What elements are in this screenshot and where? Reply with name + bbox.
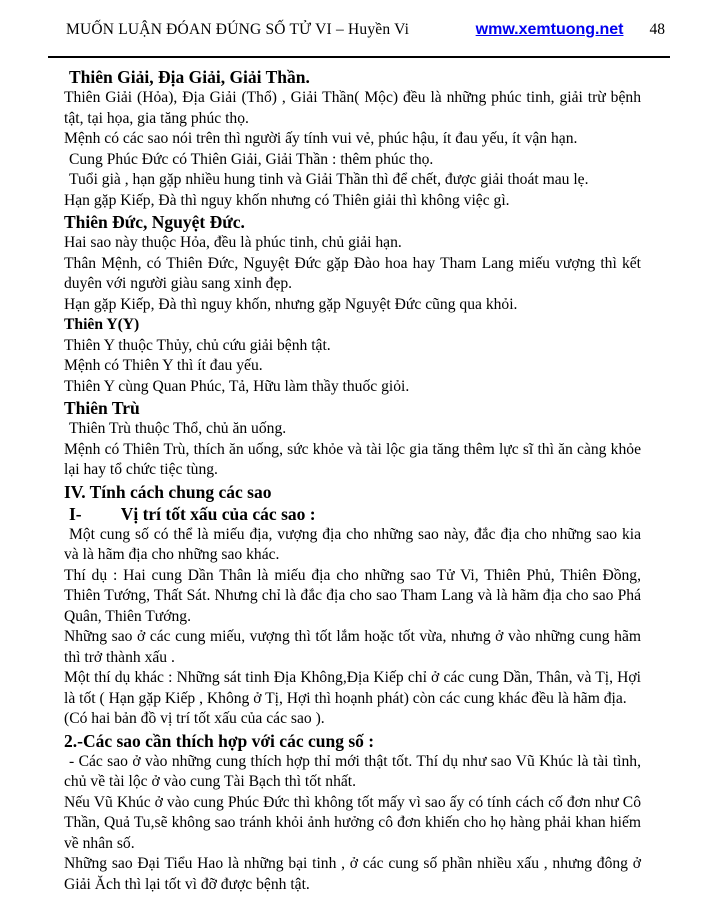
paragraph: Thiên Y thuộc Thủy, chủ cứu giải bệnh tật. (64, 336, 331, 354)
document-body (0, 58, 705, 895)
paragraph: Thiên Giải (Hỏa), Địa Giải (Thổ) , Giải Thần( Mộc) đều là những phúc tinh, giải trừ bệnh tật, tại họa, gia tăng phúc thọ. (64, 89, 641, 127)
paragraph: Mệnh có các sao nói trên thì người ấy tính vui vẻ, phúc hậu, ít đau yếu, ít vận hạn. (64, 130, 578, 147)
section-heading: Thiên Đức, Nguyệt Đức. (64, 212, 245, 232)
website-link[interactable]: wmw.xemtuong.net (475, 21, 624, 38)
paragraph: Mệnh có Thiên Trù, thích ăn uống, sức khỏe và tài lộc gia tăng thêm lực sĩ thì ăn càng khỏe lại hay tổ chức tiệc tùng. (64, 440, 641, 478)
paragraph: - Các sao ở vào những cung thích hợp thỉ mới thật tốt. Thí dụ như sao Vũ Khúc là tài tình, chủ về tài lộc ở vào cung Tài Bạch thì tốt nhất. (64, 752, 641, 790)
paragraph: Một thí dụ khác : Những sát tinh Địa Không,Địa Kiếp chỉ ở các cung Dần, Thân, và Tị, Hợi là tốt ( Hạn gặp Kiếp , Không ở Tị, Hợi thì hoạnh phát) còn các cung khác đều là hãm địa. (64, 669, 641, 707)
paragraph: Hạn gặp Kiếp, Đà thì nguy khốn nhưng có Thiên giải thì không việc gì. (64, 191, 510, 209)
paragraph: Những sao ở các cung miếu, vượng thì tốt lắm hoặc tốt vừa, nhưng ở vào những cung hãm thì trở thành xấu . (64, 628, 641, 666)
paragraph: Cung Phúc Đức có Thiên Giải, Giải Thần : thêm phúc thọ. (69, 150, 434, 168)
page-number: 48 (649, 21, 665, 38)
paragraph: Những sao Đại Tiểu Hao là những bại tinh , ở các cung số phần nhiều xấu , nhưng đông ở Giải Ăch thì lại tốt vì đỡ được bệnh tật. (64, 855, 641, 893)
paragraph: Hạn gặp Kiếp, Đà thì nguy khốn, nhưng gặp Nguyệt Đức cũng qua khỏi. (64, 295, 518, 313)
section-heading: Thiên Trù (64, 398, 140, 418)
paragraph: Thí dụ : Hai cung Dần Thân là miếu địa cho những sao Tử Vi, Thiên Phủ, Thiên Đồng, Thiên Tướng, Thất Sát. Nhưng chỉ là đắc địa cho sao Tham Lang và là hãm địa cho sao Phá Quân, Thiên Tướng. (64, 566, 641, 625)
paragraph: Thiên Trù thuộc Thổ, chủ ăn uống. (69, 420, 287, 437)
section-heading: 2.-Các sao cần thích hợp với các cung số : (64, 730, 375, 751)
paragraph: Nếu Vũ Khúc ở vào cung Phúc Đức thì không tốt mấy vì sao ấy có tính cách cố đơn như Cô Thần, Quả Tu,sẽ không sao tránh khỏi ảnh hưởng cô đơn khiến cho họ hàng phải khan hiếm về nhân số. (64, 793, 641, 852)
document-title: MUỐN LUẬN ĐÓAN ĐÚNG SỐ TỬ VI – Huyền Vi (66, 21, 410, 38)
section-heading: IV. Tính cách chung các sao (64, 481, 272, 502)
paragraph: Mệnh có Thiên Y thì ít đau yếu. (64, 357, 263, 374)
section-heading: Thiên Giải, Địa Giải, Giải Thần. (69, 67, 310, 87)
paragraph: Hai sao này thuộc Hỏa, đều là phúc tinh, chủ giải hạn. (64, 234, 402, 251)
paragraph: Thiên Y cùng Quan Phúc, Tả, Hữu làm thầy thuốc giỏi. (64, 377, 410, 395)
page-header (0, 0, 705, 39)
section-heading: Thiên Y(Y) (64, 316, 140, 333)
section-heading: I- Vị trí tốt xấu của các sao : (69, 503, 316, 524)
paragraph: Một cung số có thể là miếu địa, vượng địa cho những sao này, đắc địa cho những sao kia và là hãm địa cho những sao khác. (64, 525, 641, 563)
paragraph: Tuổi già , hạn gặp nhiều hung tinh và Giải Thần thì để chết, được giải thoát mau lẹ. (69, 171, 589, 188)
paragraph: (Có hai bản đồ vị trí tốt xấu của các sao ). (64, 710, 325, 727)
paragraph: Thân Mệnh, có Thiên Đức, Nguyệt Đức gặp Đào hoa hay Tham Lang miếu vượng thì kết duyên với người giàu sang xinh đẹp. (64, 254, 641, 292)
